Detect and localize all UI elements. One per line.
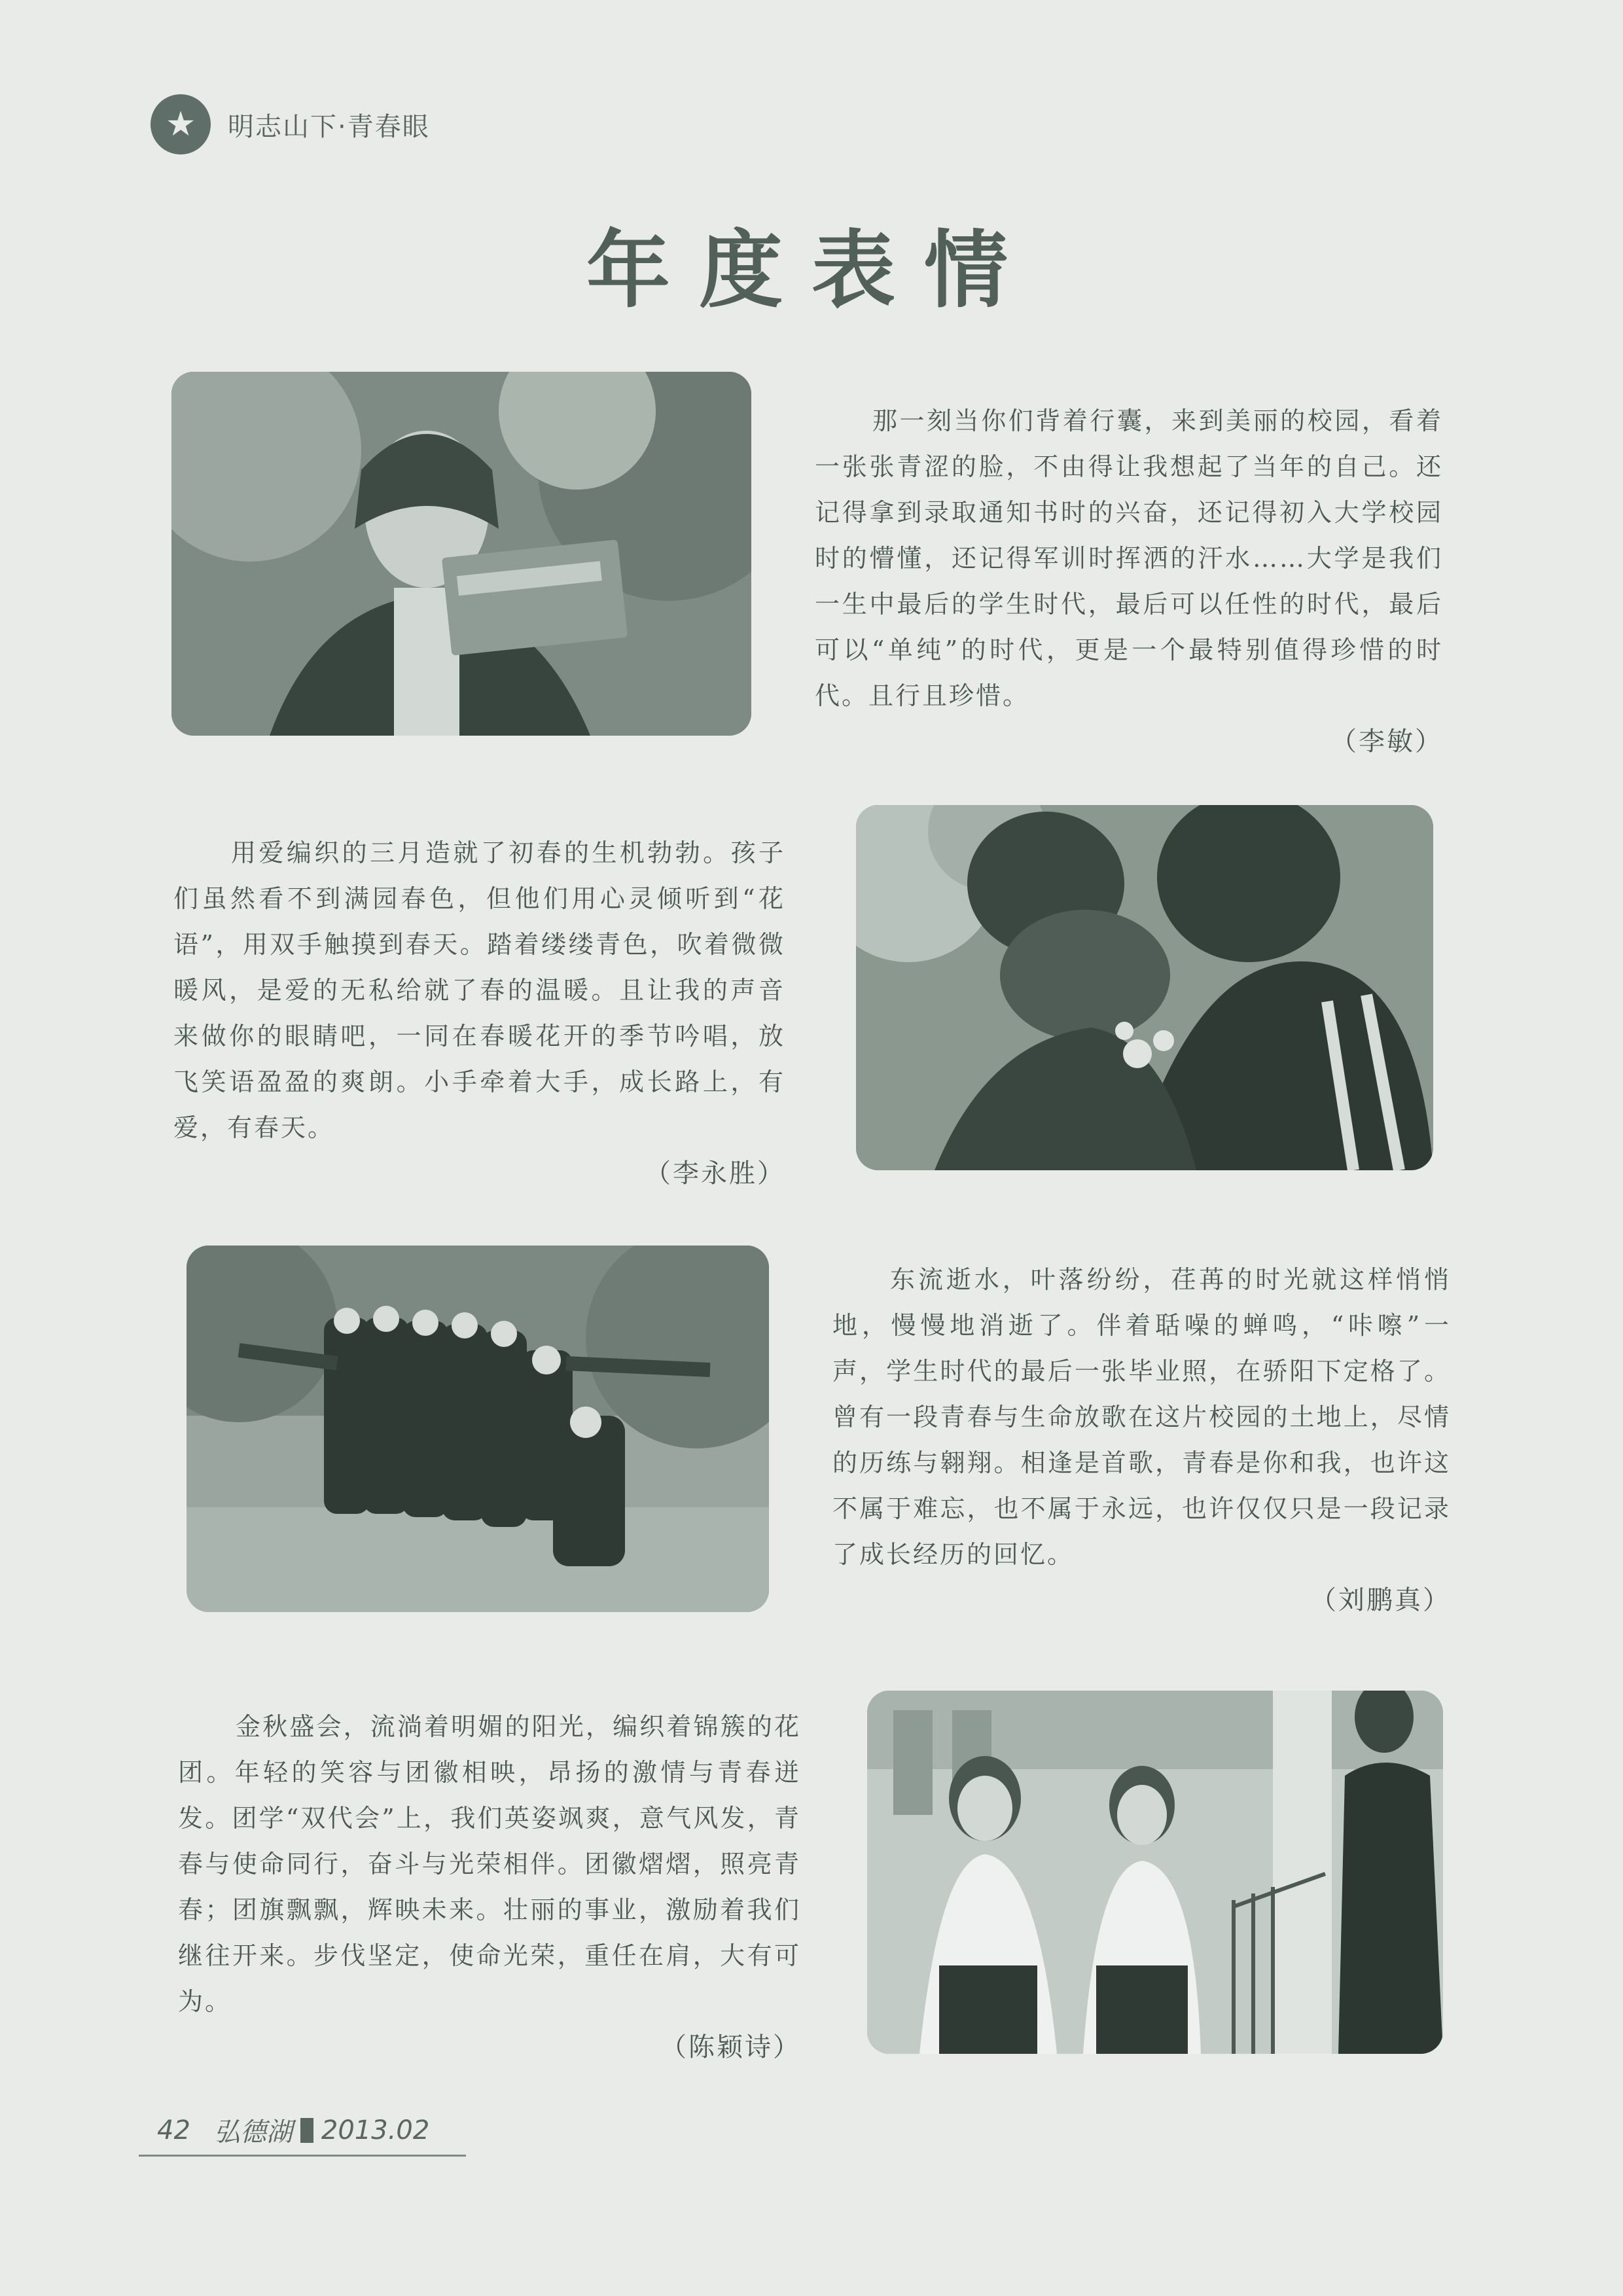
paragraph-text: 用爱编织的三月造就了初春的生机勃勃。孩子们虽然看不到满园春色，但他们用心灵倾听到“花语”，用双手触摸到春天。踏着缕缕青色，吹着微微暖风，是爱的无私给就了春的温暖。且让我的声音来做你的眼睛吧，一同在春暖花开的季节吟唱，放飞笑语盈盈的爽朗。小手牵着大手，成长路上，有爱，有春天。 [173, 838, 785, 1142]
page-footer [157, 2111, 429, 2149]
photo-students-at-congress [867, 1691, 1443, 2054]
paragraph-text: 东流逝水，叶落纷纷，荏苒的时光就这样悄悄地，慢慢地消逝了。伴着聒噪的蝉鸣，“咔嚓”一声，学生时代的最后一张毕业照，在骄阳下定格了。曾有一段青春与生命放歌在这片校园的土地上，尽情的历练与翱翔。相逢是首歌，青春是你和我，也许这不属于难忘，也不属于永远，也许仅仅只是一段记录了成长经历的回忆。 [832, 1265, 1451, 1569]
author-name: （陈颖诗） [660, 2032, 801, 2062]
author-name: （刘鹏真） [1310, 1585, 1451, 1615]
footer-rule [139, 2155, 466, 2157]
article-paragraph-4 [178, 1704, 801, 2070]
paragraph-text: 那一刻当你们背着行囊，来到美丽的校园，看着一张张青涩的脸，不由得让我想起了当年的自己。还记得拿到录取通知书时的兴奋，还记得初入大学校园时的懵懂，还记得军训时挥洒的汗水……大学是我们一生中最后的学生时代，最后可以任性的时代，最后可以“单纯”的时代，更是一个最特别值得珍惜的时代。且行且珍惜。 [815, 406, 1443, 710]
photo-children-smelling-flowers [856, 805, 1433, 1170]
article-paragraph-1 [815, 398, 1443, 764]
author-name: （李永胜） [645, 1158, 785, 1189]
magazine-name: 弘德湖 [213, 2117, 293, 2147]
article-paragraph-3 [832, 1257, 1451, 1623]
column-header [151, 92, 430, 157]
author-name: （李敏） [1330, 726, 1443, 757]
page-number: 42 [157, 2115, 190, 2145]
divider-bar [300, 2118, 313, 2143]
paragraph-text: 金秋盛会，流淌着明媚的阳光，编织着锦簇的花团。年轻的笑容与团徽相映，昂扬的激情与青春迸发。团学“双代会”上，我们英姿飒爽，意气风发，青春与使命同行，奋斗与光荣相伴。团徽熠熠，照亮青春；团旗飘飘，辉映未来。壮丽的事业，激励着我们继往开来。步伐坚定，使命光荣，重任在肩，大有可为。 [178, 1712, 801, 2016]
photo-student-with-notice [171, 372, 751, 736]
photo-graduation-group [187, 1246, 769, 1612]
logo-icon: ★ [151, 94, 211, 154]
issue-number: 2013.02 [321, 2115, 430, 2145]
article-paragraph-2 [173, 830, 785, 1196]
column-name: 明志山下·青春眼 [228, 111, 430, 142]
page-title: 年度表情 [586, 222, 1037, 319]
